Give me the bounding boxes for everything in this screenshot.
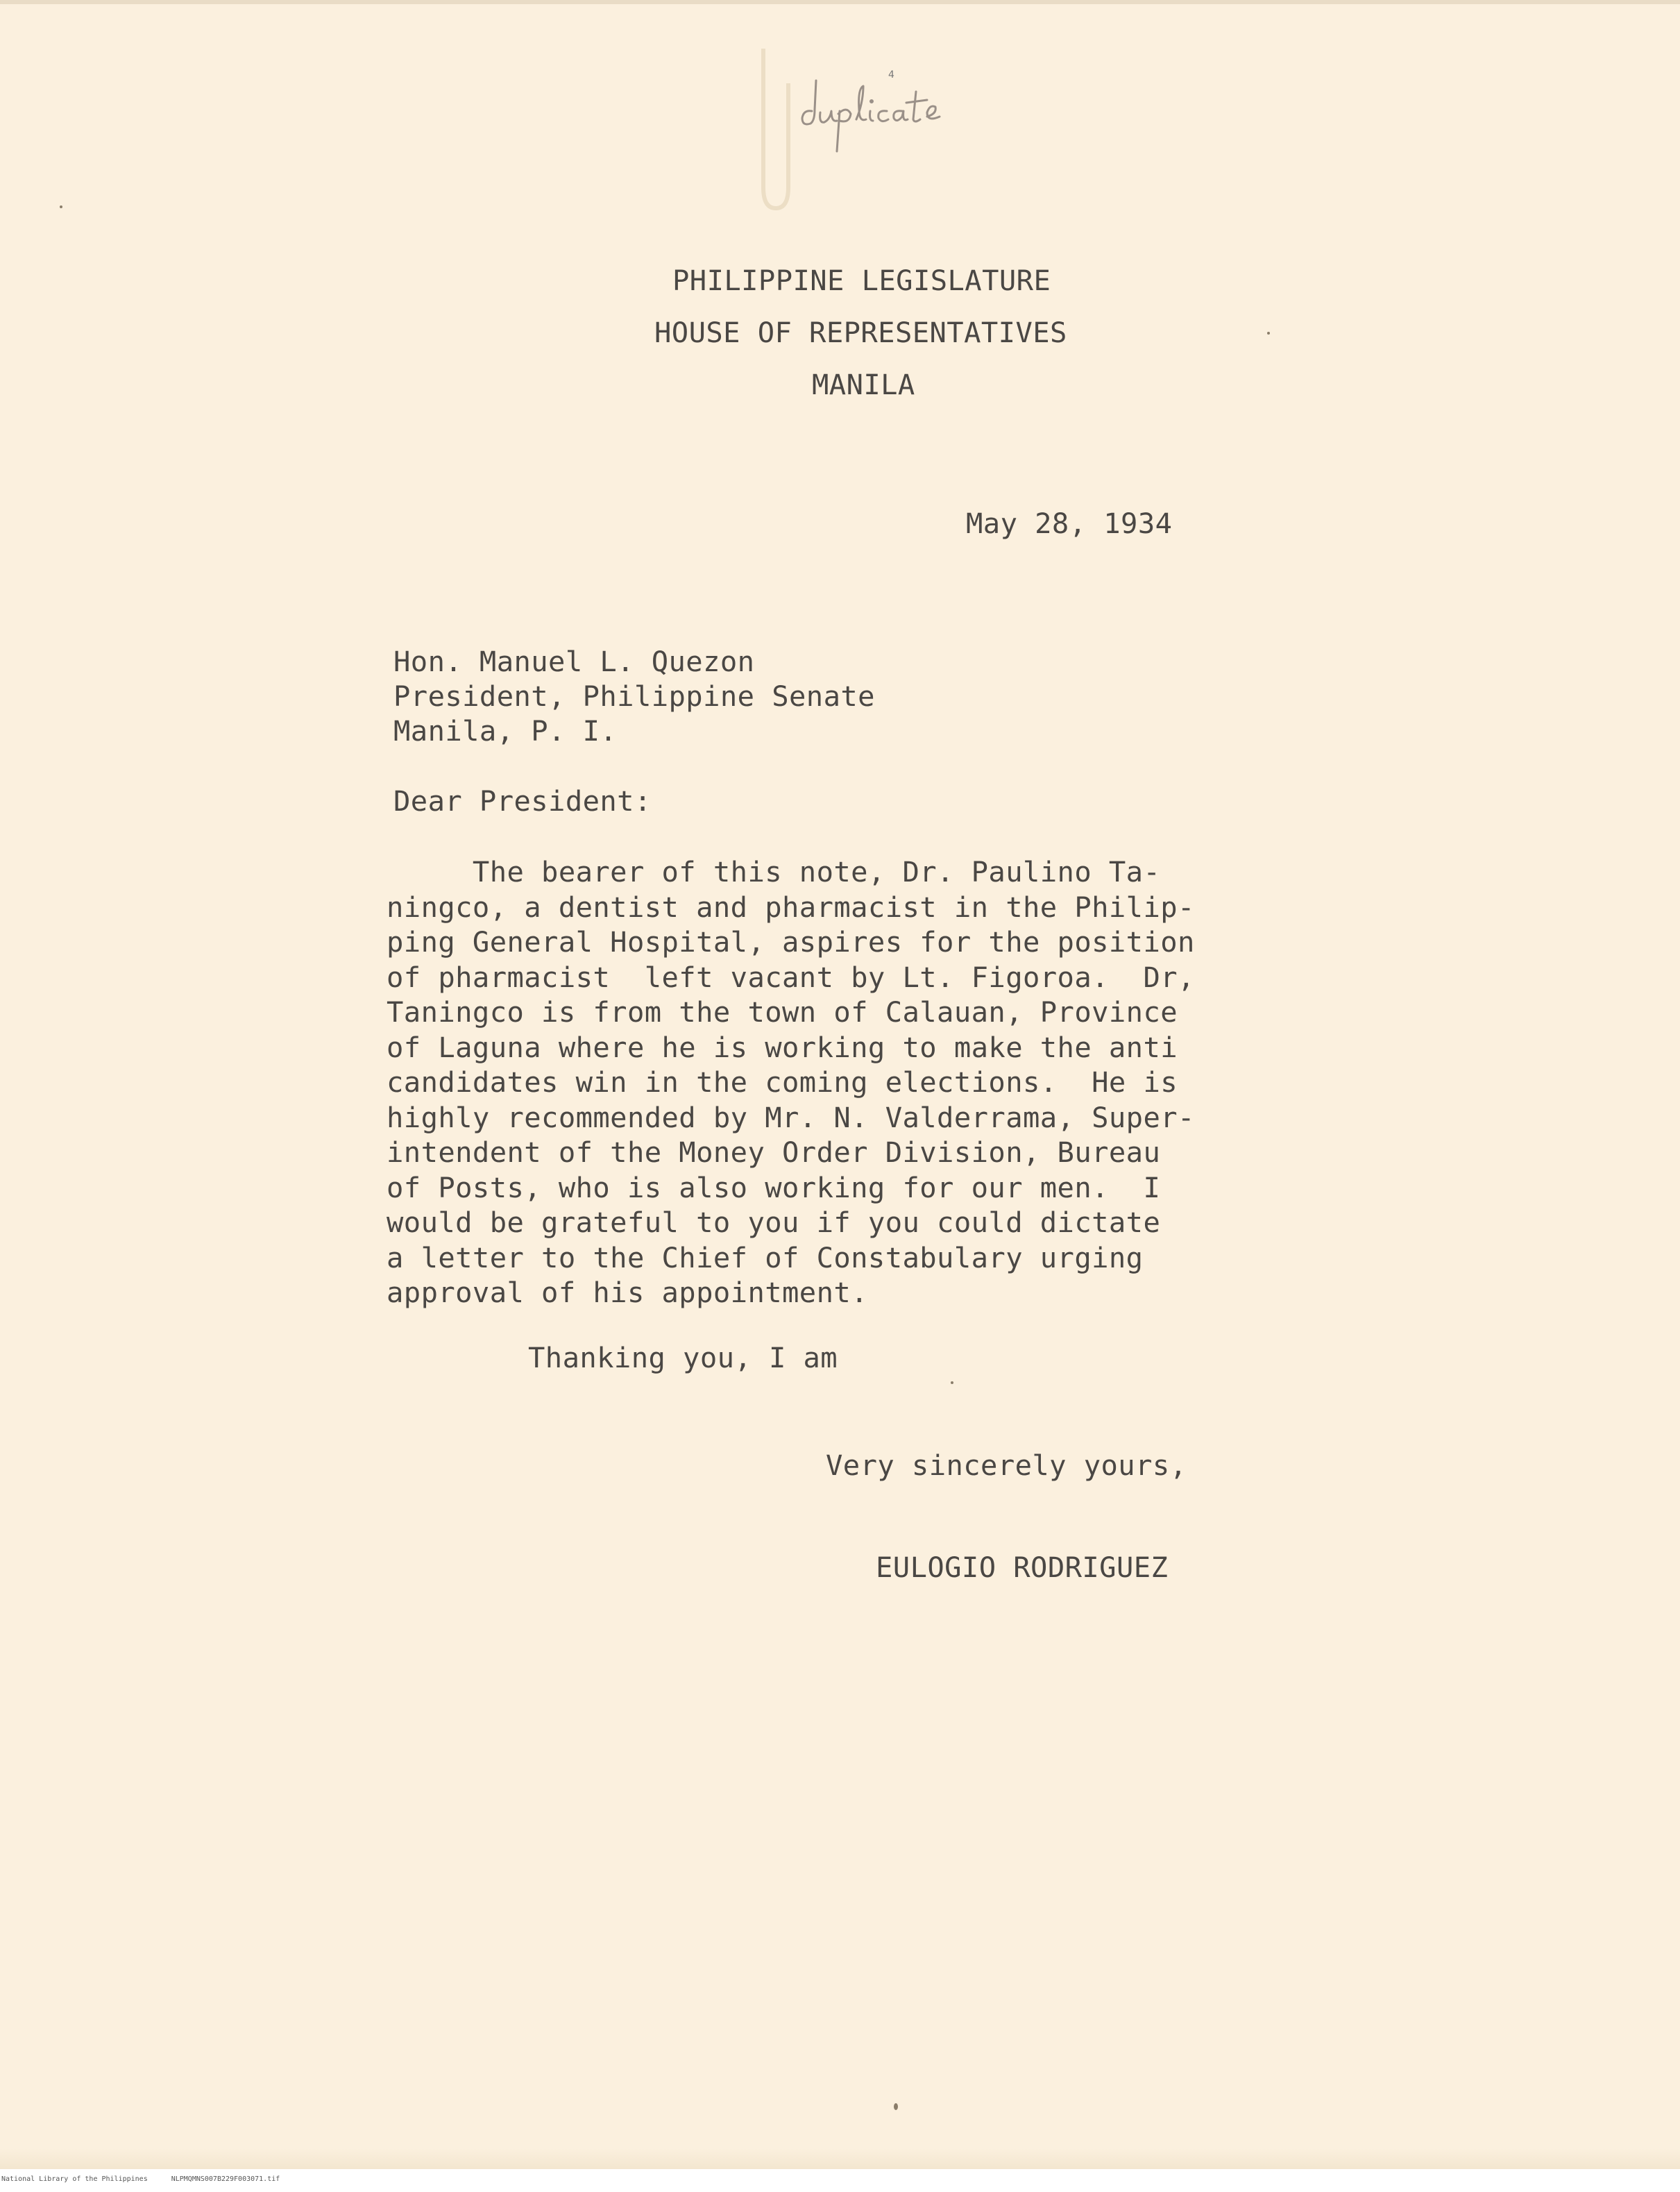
body-line: candidates win in the coming elections. He is xyxy=(387,1065,1178,1099)
paper-speck xyxy=(894,2103,898,2110)
complimentary-close: Very sincerely yours, xyxy=(826,1449,1187,1482)
scan-footer xyxy=(1,2175,303,2183)
body-line: ping General Hospital, aspires for the position xyxy=(387,925,1195,959)
paper-speck xyxy=(60,205,62,208)
paper-bottom-shadow xyxy=(0,2148,1680,2169)
recipient-title: President, Philippine Senate xyxy=(393,680,875,713)
paper-top-edge xyxy=(0,0,1680,4)
paper-speck xyxy=(1267,332,1270,335)
signer-name: EULOGIO RODRIGUEZ xyxy=(876,1551,1169,1584)
letterhead-line-1: PHILIPPINE LEGISLATURE xyxy=(672,264,1051,297)
handwritten-duplicate-note xyxy=(791,61,1013,158)
body-line: intendent of the Money Order Division, Bureau xyxy=(387,1136,1161,1169)
body-line: The bearer of this note, Dr. Paulino Ta- xyxy=(387,855,1161,888)
body-line: of Posts, who is also working for our men. I xyxy=(387,1170,1161,1204)
body-line: of pharmacist left vacant by Lt. Figoroa. Dr, xyxy=(387,960,1195,994)
salutation: Dear President: xyxy=(393,784,652,818)
body-line: of Laguna where he is working to make the anti xyxy=(387,1030,1178,1064)
recipient-location: Manila, P. I. xyxy=(393,714,618,748)
body-line: would be grateful to you if you could dictate xyxy=(387,1206,1161,1239)
body-line: highly recommended by Mr. N. Valderrama, Super- xyxy=(387,1100,1195,1134)
letter-date: May 28, 1934 xyxy=(966,507,1173,540)
letter-body xyxy=(387,854,1195,1310)
thanks-line: Thanking you, I am xyxy=(528,1341,838,1374)
letterhead-line-3: MANILA xyxy=(812,368,915,401)
body-line: ningco, a dentist and pharmacist in the Philip- xyxy=(387,890,1195,924)
body-line: Taningco is from the town of Calauan, Province xyxy=(387,995,1178,1029)
footer-source: National Library of the Philippines xyxy=(1,2175,148,2183)
paper-speck xyxy=(951,1381,953,1384)
recipient-name: Hon. Manuel L. Quezon xyxy=(393,645,755,678)
footer-filename: NLPMQMNS007B229F003071.tif xyxy=(171,2175,280,2183)
letterhead-line-2: HOUSE OF REPRESENTATIVES xyxy=(654,316,1067,349)
svg-text:4: 4 xyxy=(888,69,894,81)
body-line: a letter to the Chief of Constabulary urging xyxy=(387,1240,1144,1274)
body-line: approval of his appointment. xyxy=(387,1276,868,1309)
